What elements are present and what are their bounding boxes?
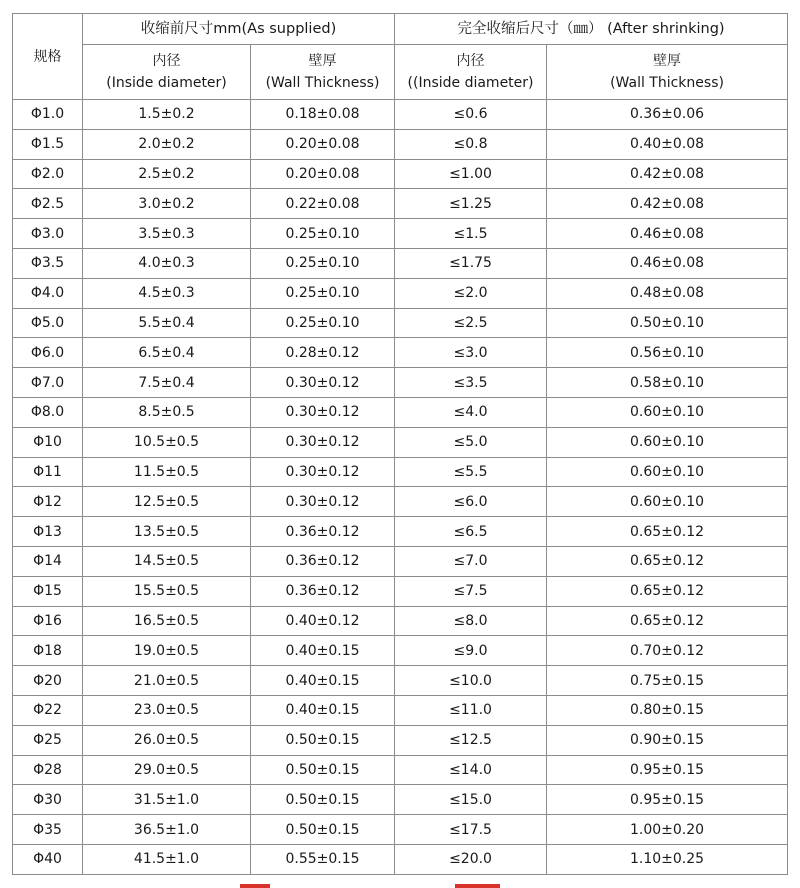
cell-supplied-inside-diameter: 6.5±0.4 bbox=[83, 338, 251, 368]
cell-spec: Φ20 bbox=[13, 666, 83, 696]
cell-shrunk-wall-thickness: 0.46±0.08 bbox=[547, 248, 788, 278]
cell-shrunk-inside-diameter: ≤4.0 bbox=[395, 397, 547, 427]
cell-shrunk-wall-thickness: 0.65±0.12 bbox=[547, 546, 788, 576]
table-row bbox=[13, 725, 788, 755]
header-after-shrinking: 完全收缩后尺寸（㎜） (After shrinking) bbox=[395, 14, 788, 45]
cell-spec: Φ28 bbox=[13, 755, 83, 785]
cell-supplied-inside-diameter: 23.0±0.5 bbox=[83, 695, 251, 725]
cell-shrunk-inside-diameter: ≤6.0 bbox=[395, 487, 547, 517]
header-sub-cn: 壁厚 bbox=[653, 53, 682, 69]
cell-spec: Φ13 bbox=[13, 517, 83, 547]
cell-spec: Φ2.0 bbox=[13, 159, 83, 189]
cell-supplied-inside-diameter: 31.5±1.0 bbox=[83, 785, 251, 815]
table-row bbox=[13, 219, 788, 249]
cell-shrunk-inside-diameter: ≤9.0 bbox=[395, 636, 547, 666]
cell-supplied-wall-thickness: 0.30±0.12 bbox=[251, 457, 395, 487]
table-row bbox=[13, 100, 788, 130]
header-sub-en: (Wall Thickness) bbox=[265, 75, 380, 91]
table-row bbox=[13, 457, 788, 487]
cell-spec: Φ18 bbox=[13, 636, 83, 666]
cell-shrunk-wall-thickness: 0.65±0.12 bbox=[547, 606, 788, 636]
cell-supplied-inside-diameter: 16.5±0.5 bbox=[83, 606, 251, 636]
cell-shrunk-inside-diameter: ≤0.8 bbox=[395, 129, 547, 159]
cell-spec: Φ12 bbox=[13, 487, 83, 517]
table-row bbox=[13, 844, 788, 874]
accent-bar-left bbox=[240, 884, 270, 888]
cell-shrunk-inside-diameter: ≤15.0 bbox=[395, 785, 547, 815]
cell-shrunk-inside-diameter: ≤7.5 bbox=[395, 576, 547, 606]
cell-supplied-inside-diameter: 3.0±0.2 bbox=[83, 189, 251, 219]
cell-supplied-inside-diameter: 21.0±0.5 bbox=[83, 666, 251, 696]
cell-shrunk-inside-diameter: ≤2.0 bbox=[395, 278, 547, 308]
cell-supplied-wall-thickness: 0.30±0.12 bbox=[251, 368, 395, 398]
header-spec: 规格 bbox=[13, 14, 83, 100]
cell-spec: Φ40 bbox=[13, 844, 83, 874]
table-row bbox=[13, 576, 788, 606]
cell-supplied-inside-diameter: 3.5±0.3 bbox=[83, 219, 251, 249]
cell-supplied-wall-thickness: 0.40±0.15 bbox=[251, 666, 395, 696]
header-sub-cn: 内径 bbox=[456, 53, 485, 69]
cell-shrunk-inside-diameter: ≤3.0 bbox=[395, 338, 547, 368]
cell-spec: Φ4.0 bbox=[13, 278, 83, 308]
cell-supplied-wall-thickness: 0.50±0.15 bbox=[251, 755, 395, 785]
cell-shrunk-wall-thickness: 1.00±0.20 bbox=[547, 815, 788, 845]
cell-supplied-inside-diameter: 2.0±0.2 bbox=[83, 129, 251, 159]
cell-shrunk-inside-diameter: ≤20.0 bbox=[395, 844, 547, 874]
cell-spec: Φ3.0 bbox=[13, 219, 83, 249]
cell-shrunk-inside-diameter: ≤12.5 bbox=[395, 725, 547, 755]
cell-supplied-inside-diameter: 10.5±0.5 bbox=[83, 427, 251, 457]
spec-table-container bbox=[12, 13, 787, 875]
cell-shrunk-inside-diameter: ≤3.5 bbox=[395, 368, 547, 398]
header-sub-cn: 壁厚 bbox=[308, 53, 337, 69]
header-row-sub bbox=[13, 45, 788, 100]
cell-shrunk-wall-thickness: 0.90±0.15 bbox=[547, 725, 788, 755]
cell-supplied-inside-diameter: 26.0±0.5 bbox=[83, 725, 251, 755]
cell-shrunk-wall-thickness: 0.42±0.08 bbox=[547, 159, 788, 189]
cell-spec: Φ6.0 bbox=[13, 338, 83, 368]
cell-supplied-wall-thickness: 0.25±0.10 bbox=[251, 278, 395, 308]
cell-supplied-wall-thickness: 0.36±0.12 bbox=[251, 546, 395, 576]
cell-shrunk-inside-diameter: ≤6.5 bbox=[395, 517, 547, 547]
cell-supplied-inside-diameter: 41.5±1.0 bbox=[83, 844, 251, 874]
cell-supplied-inside-diameter: 12.5±0.5 bbox=[83, 487, 251, 517]
cell-shrunk-inside-diameter: ≤14.0 bbox=[395, 755, 547, 785]
cell-shrunk-inside-diameter: ≤1.00 bbox=[395, 159, 547, 189]
table-row bbox=[13, 368, 788, 398]
header-sub-en: ((Inside diameter) bbox=[407, 75, 534, 91]
table-row bbox=[13, 248, 788, 278]
cell-supplied-wall-thickness: 0.30±0.12 bbox=[251, 397, 395, 427]
table-row bbox=[13, 129, 788, 159]
cell-shrunk-inside-diameter: ≤5.5 bbox=[395, 457, 547, 487]
cell-supplied-wall-thickness: 0.20±0.08 bbox=[251, 129, 395, 159]
table-row bbox=[13, 815, 788, 845]
cell-supplied-wall-thickness: 0.22±0.08 bbox=[251, 189, 395, 219]
cell-shrunk-wall-thickness: 0.75±0.15 bbox=[547, 666, 788, 696]
table-row bbox=[13, 666, 788, 696]
cell-shrunk-inside-diameter: ≤11.0 bbox=[395, 695, 547, 725]
table-row bbox=[13, 397, 788, 427]
table-row bbox=[13, 308, 788, 338]
cell-shrunk-inside-diameter: ≤7.0 bbox=[395, 546, 547, 576]
header-supplied-inside-diameter bbox=[83, 45, 251, 100]
cell-supplied-wall-thickness: 0.28±0.12 bbox=[251, 338, 395, 368]
cell-supplied-inside-diameter: 4.0±0.3 bbox=[83, 248, 251, 278]
table-row bbox=[13, 487, 788, 517]
cell-supplied-inside-diameter: 11.5±0.5 bbox=[83, 457, 251, 487]
cell-supplied-inside-diameter: 36.5±1.0 bbox=[83, 815, 251, 845]
cell-supplied-inside-diameter: 7.5±0.4 bbox=[83, 368, 251, 398]
cell-shrunk-wall-thickness: 0.95±0.15 bbox=[547, 785, 788, 815]
cell-shrunk-inside-diameter: ≤2.5 bbox=[395, 308, 547, 338]
cell-shrunk-wall-thickness: 0.36±0.06 bbox=[547, 100, 788, 130]
cell-shrunk-wall-thickness: 0.60±0.10 bbox=[547, 487, 788, 517]
cell-supplied-inside-diameter: 2.5±0.2 bbox=[83, 159, 251, 189]
cell-shrunk-wall-thickness: 0.95±0.15 bbox=[547, 755, 788, 785]
cell-shrunk-wall-thickness: 0.56±0.10 bbox=[547, 338, 788, 368]
cell-supplied-wall-thickness: 0.30±0.12 bbox=[251, 427, 395, 457]
cell-supplied-wall-thickness: 0.25±0.10 bbox=[251, 308, 395, 338]
cell-shrunk-wall-thickness: 0.70±0.12 bbox=[547, 636, 788, 666]
cell-supplied-inside-diameter: 8.5±0.5 bbox=[83, 397, 251, 427]
table-row bbox=[13, 695, 788, 725]
table-row bbox=[13, 278, 788, 308]
header-sub-en: (Inside diameter) bbox=[106, 75, 227, 91]
table-row bbox=[13, 636, 788, 666]
table-row bbox=[13, 338, 788, 368]
cell-shrunk-wall-thickness: 0.65±0.12 bbox=[547, 517, 788, 547]
cell-supplied-wall-thickness: 0.40±0.12 bbox=[251, 606, 395, 636]
table-header bbox=[13, 14, 788, 100]
accent-bar-right bbox=[455, 884, 500, 888]
cell-supplied-wall-thickness: 0.50±0.15 bbox=[251, 815, 395, 845]
cell-supplied-inside-diameter: 4.5±0.3 bbox=[83, 278, 251, 308]
cell-shrunk-inside-diameter: ≤10.0 bbox=[395, 666, 547, 696]
table-body bbox=[13, 100, 788, 875]
cell-spec: Φ5.0 bbox=[13, 308, 83, 338]
cell-shrunk-wall-thickness: 0.40±0.08 bbox=[547, 129, 788, 159]
table-row bbox=[13, 189, 788, 219]
cell-shrunk-wall-thickness: 0.48±0.08 bbox=[547, 278, 788, 308]
cell-supplied-inside-diameter: 14.5±0.5 bbox=[83, 546, 251, 576]
shrink-tube-spec-table bbox=[12, 13, 788, 875]
cell-shrunk-inside-diameter: ≤8.0 bbox=[395, 606, 547, 636]
cell-supplied-wall-thickness: 0.50±0.15 bbox=[251, 785, 395, 815]
cell-supplied-wall-thickness: 0.25±0.10 bbox=[251, 248, 395, 278]
header-supplied-wall-thickness bbox=[251, 45, 395, 100]
table-row bbox=[13, 427, 788, 457]
cell-supplied-wall-thickness: 0.20±0.08 bbox=[251, 159, 395, 189]
cell-spec: Φ15 bbox=[13, 576, 83, 606]
cell-shrunk-wall-thickness: 0.60±0.10 bbox=[547, 457, 788, 487]
cell-supplied-inside-diameter: 1.5±0.2 bbox=[83, 100, 251, 130]
cell-supplied-wall-thickness: 0.25±0.10 bbox=[251, 219, 395, 249]
cell-shrunk-inside-diameter: ≤0.6 bbox=[395, 100, 547, 130]
cell-supplied-wall-thickness: 0.40±0.15 bbox=[251, 636, 395, 666]
cell-shrunk-wall-thickness: 0.58±0.10 bbox=[547, 368, 788, 398]
cell-shrunk-inside-diameter: ≤1.5 bbox=[395, 219, 547, 249]
cell-spec: Φ3.5 bbox=[13, 248, 83, 278]
cell-shrunk-wall-thickness: 1.10±0.25 bbox=[547, 844, 788, 874]
cell-shrunk-wall-thickness: 0.42±0.08 bbox=[547, 189, 788, 219]
header-sub-en: (Wall Thickness) bbox=[610, 75, 724, 91]
header-sub-cn: 内径 bbox=[152, 53, 181, 69]
cell-supplied-wall-thickness: 0.36±0.12 bbox=[251, 576, 395, 606]
cell-spec: Φ11 bbox=[13, 457, 83, 487]
cell-shrunk-wall-thickness: 0.46±0.08 bbox=[547, 219, 788, 249]
cell-supplied-wall-thickness: 0.40±0.15 bbox=[251, 695, 395, 725]
cell-supplied-wall-thickness: 0.55±0.15 bbox=[251, 844, 395, 874]
cell-shrunk-wall-thickness: 0.80±0.15 bbox=[547, 695, 788, 725]
cell-spec: Φ1.5 bbox=[13, 129, 83, 159]
table-row bbox=[13, 606, 788, 636]
cell-supplied-inside-diameter: 29.0±0.5 bbox=[83, 755, 251, 785]
cell-spec: Φ7.0 bbox=[13, 368, 83, 398]
cell-spec: Φ10 bbox=[13, 427, 83, 457]
cell-spec: Φ16 bbox=[13, 606, 83, 636]
table-row bbox=[13, 546, 788, 576]
cell-supplied-wall-thickness: 0.50±0.15 bbox=[251, 725, 395, 755]
cell-shrunk-inside-diameter: ≤17.5 bbox=[395, 815, 547, 845]
cell-supplied-inside-diameter: 19.0±0.5 bbox=[83, 636, 251, 666]
cell-shrunk-wall-thickness: 0.65±0.12 bbox=[547, 576, 788, 606]
cell-spec: Φ14 bbox=[13, 546, 83, 576]
header-row-group bbox=[13, 14, 788, 45]
cell-supplied-inside-diameter: 15.5±0.5 bbox=[83, 576, 251, 606]
header-shrunk-inside-diameter bbox=[395, 45, 547, 100]
cell-shrunk-wall-thickness: 0.50±0.10 bbox=[547, 308, 788, 338]
cell-spec: Φ2.5 bbox=[13, 189, 83, 219]
cell-spec: Φ1.0 bbox=[13, 100, 83, 130]
cell-shrunk-wall-thickness: 0.60±0.10 bbox=[547, 397, 788, 427]
cell-spec: Φ35 bbox=[13, 815, 83, 845]
cell-shrunk-inside-diameter: ≤5.0 bbox=[395, 427, 547, 457]
cell-shrunk-inside-diameter: ≤1.25 bbox=[395, 189, 547, 219]
cell-spec: Φ30 bbox=[13, 785, 83, 815]
cell-supplied-wall-thickness: 0.30±0.12 bbox=[251, 487, 395, 517]
table-row bbox=[13, 517, 788, 547]
table-row bbox=[13, 785, 788, 815]
cell-supplied-wall-thickness: 0.36±0.12 bbox=[251, 517, 395, 547]
cell-spec: Φ8.0 bbox=[13, 397, 83, 427]
header-as-supplied: 收缩前尺寸mm(As supplied) bbox=[83, 14, 395, 45]
header-shrunk-wall-thickness bbox=[547, 45, 788, 100]
cell-spec: Φ22 bbox=[13, 695, 83, 725]
cell-supplied-inside-diameter: 5.5±0.4 bbox=[83, 308, 251, 338]
cell-supplied-inside-diameter: 13.5±0.5 bbox=[83, 517, 251, 547]
cell-shrunk-inside-diameter: ≤1.75 bbox=[395, 248, 547, 278]
cell-shrunk-wall-thickness: 0.60±0.10 bbox=[547, 427, 788, 457]
table-row bbox=[13, 755, 788, 785]
cell-supplied-wall-thickness: 0.18±0.08 bbox=[251, 100, 395, 130]
table-row bbox=[13, 159, 788, 189]
cell-spec: Φ25 bbox=[13, 725, 83, 755]
